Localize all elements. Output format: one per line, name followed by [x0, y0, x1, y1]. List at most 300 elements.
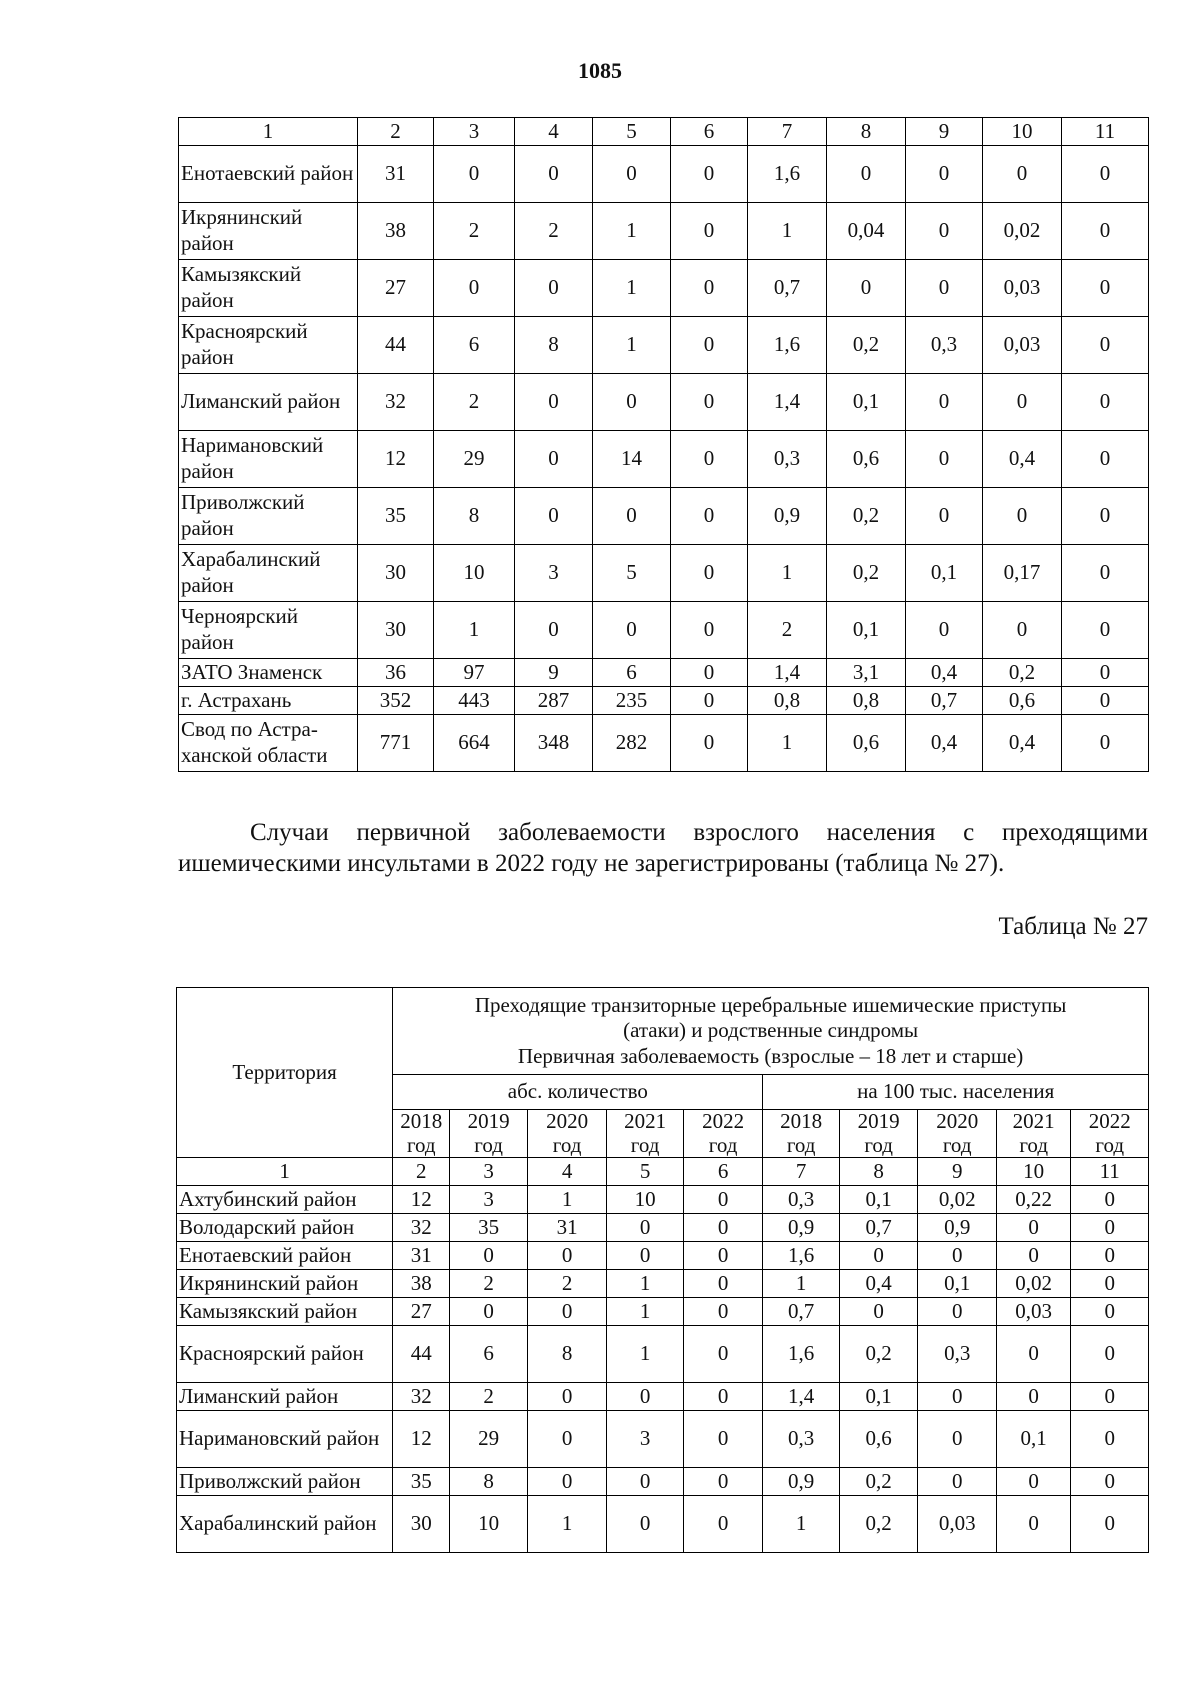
value-cell: 1 — [593, 260, 671, 317]
value-cell: 0,1 — [906, 545, 983, 602]
value-cell: 0,02 — [996, 1270, 1070, 1298]
value-cell: 0 — [1062, 317, 1149, 374]
value-cell: 30 — [358, 545, 434, 602]
value-cell: 12 — [393, 1411, 450, 1468]
table-title-line: (атаки) и родственные синдромы — [623, 1018, 919, 1043]
value-cell: 0,8 — [748, 687, 827, 715]
value-cell: 0 — [983, 146, 1062, 203]
table-row — [177, 1214, 1149, 1242]
value-cell: 0 — [527, 1383, 607, 1411]
value-cell: 14 — [593, 431, 671, 488]
value-cell: 0 — [683, 1468, 763, 1496]
value-cell: 0 — [918, 1298, 997, 1326]
value-cell: 29 — [434, 431, 515, 488]
value-cell: 0 — [593, 374, 671, 431]
value-cell: 0 — [515, 260, 593, 317]
table-row — [179, 715, 1149, 772]
column-number: 2 — [393, 1158, 450, 1186]
value-cell: 1 — [607, 1298, 683, 1326]
value-cell: 0,9 — [748, 488, 827, 545]
year-header: 2020 год — [918, 1110, 997, 1158]
value-cell: 2 — [515, 203, 593, 260]
value-cell: 6 — [593, 659, 671, 687]
value-cell: 0,1 — [827, 602, 906, 659]
value-cell: 32 — [393, 1383, 450, 1411]
value-cell: 0 — [683, 1383, 763, 1411]
column-number: 7 — [763, 1158, 839, 1186]
value-cell: 9 — [515, 659, 593, 687]
year-header: 2019 год — [450, 1110, 528, 1158]
value-cell: 0 — [450, 1298, 528, 1326]
value-cell: 287 — [515, 687, 593, 715]
value-cell: 8 — [450, 1468, 528, 1496]
value-cell: 0,3 — [763, 1186, 839, 1214]
value-cell: 0,2 — [827, 545, 906, 602]
value-cell: 35 — [450, 1214, 528, 1242]
value-cell: 0 — [683, 1496, 763, 1553]
year-header: 2020 год — [527, 1110, 607, 1158]
territory-cell: Харабалинский район — [177, 1496, 393, 1553]
value-cell: 1,6 — [748, 317, 827, 374]
territory-cell: Приволжский район — [177, 1468, 393, 1496]
value-cell: 1,6 — [763, 1242, 839, 1270]
value-cell: 1,4 — [748, 659, 827, 687]
table-caption: Таблица № 27 — [998, 913, 1148, 940]
value-cell: 0 — [515, 374, 593, 431]
territory-cell: Свод по Астра- ханской области — [179, 715, 358, 772]
column-number: 10 — [983, 118, 1062, 146]
value-cell: 0 — [983, 602, 1062, 659]
value-cell: 0 — [450, 1242, 528, 1270]
territory-cell: Наримановский район — [177, 1411, 393, 1468]
value-cell: 0 — [593, 488, 671, 545]
column-number: 3 — [450, 1158, 528, 1186]
value-cell: 0,03 — [918, 1496, 997, 1553]
territory-cell: Икрянинский район — [177, 1270, 393, 1298]
value-cell: 0,1 — [827, 374, 906, 431]
column-number: 11 — [1062, 118, 1149, 146]
territory-cell: Икрянинский район — [179, 203, 358, 260]
value-cell: 352 — [358, 687, 434, 715]
value-cell: 0,03 — [996, 1298, 1070, 1326]
value-cell: 3,1 — [827, 659, 906, 687]
value-cell: 31 — [358, 146, 434, 203]
value-cell: 0,2 — [839, 1326, 918, 1383]
territory-cell: Черноярский район — [179, 602, 358, 659]
column-number: 8 — [839, 1158, 918, 1186]
value-cell: 0,1 — [996, 1411, 1070, 1468]
value-cell: 0,3 — [918, 1326, 997, 1383]
table-row — [179, 545, 1149, 602]
column-number: 5 — [593, 118, 671, 146]
year-header: 2022 год — [1071, 1110, 1149, 1158]
value-cell: 0 — [515, 431, 593, 488]
value-cell: 0 — [1062, 715, 1149, 772]
year-header: 2022 год — [683, 1110, 763, 1158]
value-cell: 0 — [515, 602, 593, 659]
table-row — [179, 659, 1149, 687]
value-cell: 2 — [527, 1270, 607, 1298]
value-cell: 0 — [515, 488, 593, 545]
value-cell: 0 — [671, 659, 748, 687]
value-cell: 0 — [607, 1383, 683, 1411]
column-number: 9 — [918, 1158, 997, 1186]
value-cell: 348 — [515, 715, 593, 772]
value-cell: 0,7 — [763, 1298, 839, 1326]
value-cell: 27 — [358, 260, 434, 317]
value-cell: 0 — [683, 1270, 763, 1298]
value-cell: 0,6 — [827, 715, 906, 772]
value-cell: 10 — [607, 1186, 683, 1214]
value-cell: 0 — [996, 1383, 1070, 1411]
table-row — [179, 687, 1149, 715]
value-cell: 0 — [671, 431, 748, 488]
column-number: 6 — [671, 118, 748, 146]
table-row — [179, 203, 1149, 260]
table-row — [177, 1496, 1149, 1553]
value-cell: 44 — [393, 1326, 450, 1383]
value-cell: 0 — [1071, 1326, 1149, 1383]
value-cell: 0 — [996, 1214, 1070, 1242]
value-cell: 0 — [996, 1242, 1070, 1270]
value-cell: 0 — [1062, 545, 1149, 602]
value-cell: 0,2 — [983, 659, 1062, 687]
value-cell: 0 — [1062, 431, 1149, 488]
value-cell: 1 — [607, 1326, 683, 1383]
value-cell: 0,4 — [839, 1270, 918, 1298]
column-number: 8 — [827, 118, 906, 146]
year-header: 2019 год — [839, 1110, 918, 1158]
value-cell: 1,4 — [748, 374, 827, 431]
value-cell: 32 — [358, 374, 434, 431]
value-cell: 32 — [393, 1214, 450, 1242]
value-cell: 1 — [607, 1270, 683, 1298]
column-number: 10 — [996, 1158, 1070, 1186]
value-cell: 3 — [450, 1186, 528, 1214]
value-cell: 0 — [434, 146, 515, 203]
value-cell: 282 — [593, 715, 671, 772]
value-cell: 0,7 — [839, 1214, 918, 1242]
value-cell: 664 — [434, 715, 515, 772]
value-cell: 0 — [906, 602, 983, 659]
value-cell: 0 — [906, 431, 983, 488]
territory-header: Территория — [177, 988, 393, 1158]
value-cell: 0,4 — [983, 715, 1062, 772]
value-cell: 0 — [918, 1242, 997, 1270]
value-cell: 2 — [434, 374, 515, 431]
table-row — [179, 146, 1149, 203]
territory-cell: Володарский район — [177, 1214, 393, 1242]
value-cell: 0 — [996, 1326, 1070, 1383]
column-number: 1 — [177, 1158, 393, 1186]
value-cell: 44 — [358, 317, 434, 374]
value-cell: 1 — [748, 203, 827, 260]
value-cell: 0,4 — [983, 431, 1062, 488]
group-rate-header: на 100 тыс. населения — [763, 1075, 1149, 1110]
column-number: 5 — [607, 1158, 683, 1186]
territory-cell: Приволжский район — [179, 488, 358, 545]
value-cell: 0,6 — [983, 687, 1062, 715]
value-cell: 0 — [1062, 203, 1149, 260]
value-cell: 0 — [1071, 1186, 1149, 1214]
value-cell: 0,2 — [839, 1496, 918, 1553]
value-cell: 0 — [1071, 1383, 1149, 1411]
value-cell: 0 — [527, 1242, 607, 1270]
value-cell: 38 — [358, 203, 434, 260]
column-number: 4 — [527, 1158, 607, 1186]
value-cell: 1 — [434, 602, 515, 659]
value-cell: 3 — [607, 1411, 683, 1468]
value-cell: 0 — [683, 1326, 763, 1383]
column-number: 1 — [179, 118, 358, 146]
value-cell: 5 — [593, 545, 671, 602]
territory-cell: Красноярский район — [177, 1326, 393, 1383]
value-cell: 0 — [827, 260, 906, 317]
value-cell: 97 — [434, 659, 515, 687]
value-cell: 0 — [593, 602, 671, 659]
value-cell: 1 — [763, 1496, 839, 1553]
territory-cell: Харабалинский район — [179, 545, 358, 602]
year-header: 2018 год — [393, 1110, 450, 1158]
value-cell: 0,03 — [983, 317, 1062, 374]
value-cell: 0 — [683, 1298, 763, 1326]
territory-cell: ЗАТО Знаменск — [179, 659, 358, 687]
value-cell: 12 — [358, 431, 434, 488]
tia-incidence-table — [176, 987, 1149, 1553]
column-number: 2 — [358, 118, 434, 146]
value-cell: 2 — [434, 203, 515, 260]
value-cell: 0 — [683, 1214, 763, 1242]
value-cell: 2 — [450, 1270, 528, 1298]
value-cell: 0,4 — [906, 715, 983, 772]
value-cell: 0,2 — [839, 1468, 918, 1496]
value-cell: 0 — [1071, 1214, 1149, 1242]
body-paragraph: Случаи первичной заболеваемости взрослого населения с преходящими ишемическими инсультами в 2022 году не зарегистрированы (таблица № 27). — [178, 819, 1148, 877]
value-cell: 0,7 — [748, 260, 827, 317]
value-cell: 0,22 — [996, 1186, 1070, 1214]
value-cell: 30 — [358, 602, 434, 659]
value-cell: 0 — [839, 1242, 918, 1270]
territory-cell: Лиманский район — [177, 1383, 393, 1411]
value-cell: 0,9 — [763, 1468, 839, 1496]
value-cell: 0,2 — [827, 317, 906, 374]
value-cell: 0 — [1062, 146, 1149, 203]
value-cell: 0 — [1071, 1270, 1149, 1298]
value-cell: 0 — [906, 203, 983, 260]
value-cell: 1 — [748, 545, 827, 602]
value-cell: 0 — [1062, 602, 1149, 659]
value-cell: 0,1 — [918, 1270, 997, 1298]
table-row — [179, 317, 1149, 374]
value-cell: 1 — [763, 1270, 839, 1298]
value-cell: 6 — [450, 1326, 528, 1383]
value-cell: 10 — [434, 545, 515, 602]
value-cell: 6 — [434, 317, 515, 374]
value-cell: 0 — [527, 1298, 607, 1326]
value-cell: 0,02 — [983, 203, 1062, 260]
value-cell: 0 — [918, 1411, 997, 1468]
value-cell: 0,3 — [748, 431, 827, 488]
value-cell: 0,03 — [983, 260, 1062, 317]
column-number: 3 — [434, 118, 515, 146]
value-cell: 0 — [1062, 260, 1149, 317]
value-cell: 35 — [358, 488, 434, 545]
value-cell: 10 — [450, 1496, 528, 1553]
value-cell: 3 — [515, 545, 593, 602]
value-cell: 0 — [593, 146, 671, 203]
year-header: 2021 год — [996, 1110, 1070, 1158]
value-cell: 1,6 — [763, 1326, 839, 1383]
value-cell: 0 — [996, 1468, 1070, 1496]
value-cell: 8 — [527, 1326, 607, 1383]
value-cell: 235 — [593, 687, 671, 715]
value-cell: 0 — [527, 1468, 607, 1496]
value-cell: 0 — [1071, 1496, 1149, 1553]
value-cell: 0,8 — [827, 687, 906, 715]
value-cell: 0 — [683, 1186, 763, 1214]
value-cell: 1 — [527, 1186, 607, 1214]
value-cell: 0 — [607, 1242, 683, 1270]
value-cell: 0 — [1071, 1242, 1149, 1270]
column-number: 7 — [748, 118, 827, 146]
value-cell: 0 — [996, 1496, 1070, 1553]
value-cell: 0 — [1071, 1298, 1149, 1326]
value-cell: 0 — [683, 1242, 763, 1270]
value-cell: 0 — [671, 602, 748, 659]
value-cell: 8 — [434, 488, 515, 545]
column-number: 4 — [515, 118, 593, 146]
territory-cell: Наримановский район — [179, 431, 358, 488]
territory-cell: Камызякский район — [179, 260, 358, 317]
column-number: 11 — [1071, 1158, 1149, 1186]
value-cell: 1 — [593, 203, 671, 260]
value-cell: 0 — [671, 317, 748, 374]
table-title — [393, 988, 1149, 1075]
table-title-line: Первичная заболеваемость (взрослые – 18 лет и старше) — [517, 1043, 1024, 1068]
table-row — [177, 1411, 1149, 1468]
column-number-row — [179, 118, 1149, 146]
value-cell: 0 — [671, 146, 748, 203]
incidence-table-continued — [178, 117, 1149, 772]
territory-cell: Лиманский район — [179, 374, 358, 431]
territory-cell: г. Астрахань — [179, 687, 358, 715]
value-cell: 0 — [1062, 374, 1149, 431]
value-cell: 0,9 — [763, 1214, 839, 1242]
value-cell: 1,4 — [763, 1383, 839, 1411]
value-cell: 0,1 — [839, 1186, 918, 1214]
value-cell: 0,4 — [906, 659, 983, 687]
value-cell: 0,3 — [906, 317, 983, 374]
value-cell: 27 — [393, 1298, 450, 1326]
value-cell: 0 — [906, 146, 983, 203]
value-cell: 0 — [671, 374, 748, 431]
value-cell: 1 — [748, 715, 827, 772]
value-cell: 0 — [671, 260, 748, 317]
value-cell: 0 — [527, 1411, 607, 1468]
value-cell: 0 — [671, 488, 748, 545]
column-number: 6 — [683, 1158, 763, 1186]
value-cell: 0 — [983, 488, 1062, 545]
table-row — [177, 1298, 1149, 1326]
value-cell: 8 — [515, 317, 593, 374]
value-cell: 771 — [358, 715, 434, 772]
value-cell: 0 — [906, 374, 983, 431]
value-cell: 36 — [358, 659, 434, 687]
value-cell: 1,6 — [748, 146, 827, 203]
value-cell: 0 — [1062, 488, 1149, 545]
value-cell: 1 — [593, 317, 671, 374]
value-cell: 0 — [683, 1411, 763, 1468]
year-header: 2018 год — [763, 1110, 839, 1158]
territory-cell: Ахтубинский район — [177, 1186, 393, 1214]
table-row — [177, 1270, 1149, 1298]
group-abs-header: абс. количество — [393, 1075, 763, 1110]
page-number: 1085 — [578, 58, 622, 83]
value-cell: 0 — [839, 1298, 918, 1326]
value-cell: 0,04 — [827, 203, 906, 260]
value-cell: 12 — [393, 1186, 450, 1214]
value-cell: 443 — [434, 687, 515, 715]
value-cell: 0 — [1071, 1468, 1149, 1496]
value-cell: 0 — [671, 545, 748, 602]
table-row — [179, 488, 1149, 545]
value-cell: 0,9 — [918, 1214, 997, 1242]
table-title-line: Преходящие транзиторные церебральные ишемические приступы — [474, 993, 1067, 1018]
table-row — [179, 431, 1149, 488]
value-cell: 2 — [450, 1383, 528, 1411]
value-cell: 0 — [906, 260, 983, 317]
value-cell: 0 — [607, 1468, 683, 1496]
value-cell: 2 — [748, 602, 827, 659]
territory-cell: Красноярский район — [179, 317, 358, 374]
table-row — [177, 1383, 1149, 1411]
value-cell: 0 — [1071, 1411, 1149, 1468]
value-cell: 0,3 — [763, 1411, 839, 1468]
value-cell: 0,6 — [827, 431, 906, 488]
value-cell: 0 — [827, 146, 906, 203]
value-cell: 0 — [671, 687, 748, 715]
value-cell: 0 — [671, 203, 748, 260]
table-row — [177, 1242, 1149, 1270]
value-cell: 35 — [393, 1468, 450, 1496]
value-cell: 0,2 — [827, 488, 906, 545]
value-cell: 0 — [671, 715, 748, 772]
value-cell: 0 — [918, 1383, 997, 1411]
value-cell: 29 — [450, 1411, 528, 1468]
value-cell: 0 — [607, 1214, 683, 1242]
territory-cell: Енотаевский район — [179, 146, 358, 203]
column-number: 9 — [906, 118, 983, 146]
value-cell: 0 — [434, 260, 515, 317]
value-cell: 0 — [1062, 659, 1149, 687]
value-cell: 38 — [393, 1270, 450, 1298]
value-cell: 0 — [906, 488, 983, 545]
value-cell: 0 — [1062, 687, 1149, 715]
value-cell: 0 — [983, 374, 1062, 431]
table-row — [179, 374, 1149, 431]
table-row — [179, 260, 1149, 317]
territory-cell: Камызякский район — [177, 1298, 393, 1326]
value-cell: 0,1 — [839, 1383, 918, 1411]
territory-cell: Енотаевский район — [177, 1242, 393, 1270]
value-cell: 0 — [607, 1496, 683, 1553]
table-row — [177, 1468, 1149, 1496]
value-cell: 0,7 — [906, 687, 983, 715]
table-row — [177, 1186, 1149, 1214]
value-cell: 0 — [515, 146, 593, 203]
table-row — [177, 1326, 1149, 1383]
value-cell: 30 — [393, 1496, 450, 1553]
